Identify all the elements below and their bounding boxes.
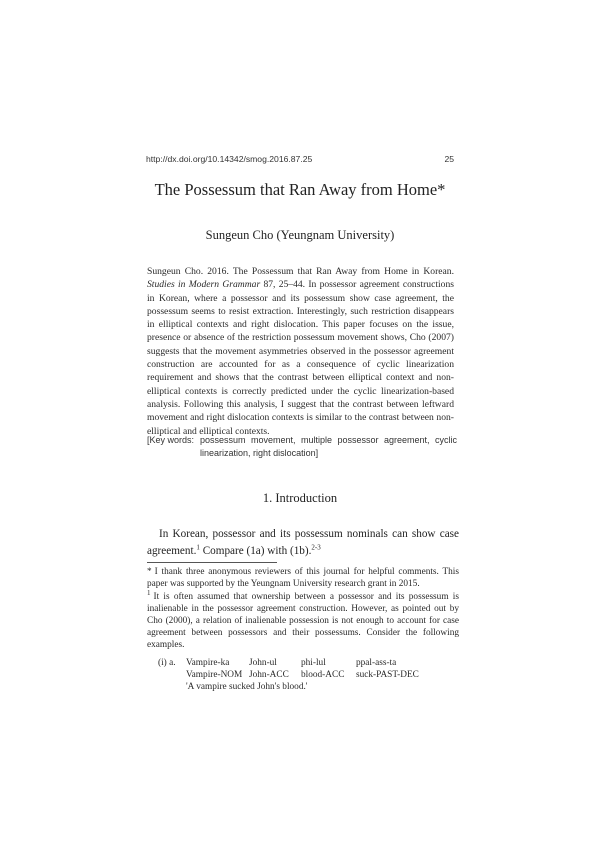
footnote-mark: 1 (147, 588, 151, 597)
doi-link[interactable]: http://dx.doi.org/10.14342/smog.2016.87.25 (146, 154, 313, 164)
example-word: John-ul (249, 658, 277, 668)
abstract-text: 87, 25–44. In possessor agreement constructions in Korean, where a possessor and its possessum show case agreement, the possessum seems to resist extraction. Interestingly, such restriction disappears in elliptical contexts and right dislocation. This paper focuses on the issue, presence or absence of the restriction possessum movement shows, Cho (2007) suggests that the movement asymmetries observed in the possessor agreement construction are accounted for as a consequence of cyclic linearization requirement and shows that the contrast between elliptical context and non-elliptical contexts is correctly predicted under the cyclic linearization-based analysis. Following this analysis, I suggest that the contrast between leftward movement and right dislocation contexts is similar to the contrast between non-elliptical and elliptical contexts. (147, 279, 454, 437)
example-gloss-item: suck-PAST-DEC (356, 670, 419, 680)
example-word: phi-lul (301, 658, 326, 668)
example-gloss (158, 657, 458, 693)
footnote-star (147, 566, 459, 590)
body-paragraph (147, 526, 459, 560)
journal-name: Studies in Modern Grammar (147, 279, 261, 291)
footnote-text: I thank three anonymous reviewers of this journal for helpful comments. This paper was supported by the Yeungnam University research grant in 2015. (147, 567, 459, 589)
body-text-2: Compare (1a) with (1b). (199, 545, 312, 557)
example-gloss-item: blood-ACC (301, 670, 345, 680)
footnote-mark: * (147, 567, 152, 577)
example-label: (i) a. (158, 658, 176, 668)
footnote-ref-2-3[interactable]: 2-3 (311, 543, 321, 552)
example-gloss-row (158, 669, 458, 681)
example-gloss-item: Vampire-NOM (186, 670, 243, 680)
body-text: In Korean, possessor and its possessum nominals can show case agreement. (147, 528, 459, 557)
example-words-row (158, 657, 458, 669)
example-translation-row (158, 681, 458, 693)
author-line: Sungeun Cho (Yeungnam University) (205, 228, 395, 242)
abstract (147, 265, 454, 438)
footnote-1 (147, 588, 459, 651)
keywords (147, 434, 457, 459)
example-word: ppal-ass-ta (356, 658, 397, 668)
footnote-text: It is often assumed that ownership between a possessor and its possessum is inalienable in the possessor agreement construction. However, as pointed out by Cho (2000), a relation of inalienable possession is not enough to account for case agreement between possessors and their possessums. Consider the following examples. (147, 592, 459, 650)
keywords-text: possessum movement, multiple possessor agreement, cyclic linearization, right dislocation] (200, 435, 457, 458)
paper-title: The Possessum that Ran Away from Home* (154, 180, 446, 199)
footnote-ref-1[interactable]: 1 (196, 543, 200, 552)
page-number: 25 (444, 154, 454, 164)
keywords-label: [Key words: (147, 435, 195, 445)
section-heading: 1. Introduction (262, 491, 338, 505)
footnote-rule (147, 562, 277, 563)
example-gloss-item: John-ACC (249, 670, 289, 680)
example-translation: 'A vampire sucked John's blood.' (186, 682, 308, 692)
abstract-citation: Sungeun Cho. 2016. The Possessum that Ran Away from Home in Korean. (147, 266, 454, 277)
example-word: Vampire-ka (186, 658, 230, 668)
